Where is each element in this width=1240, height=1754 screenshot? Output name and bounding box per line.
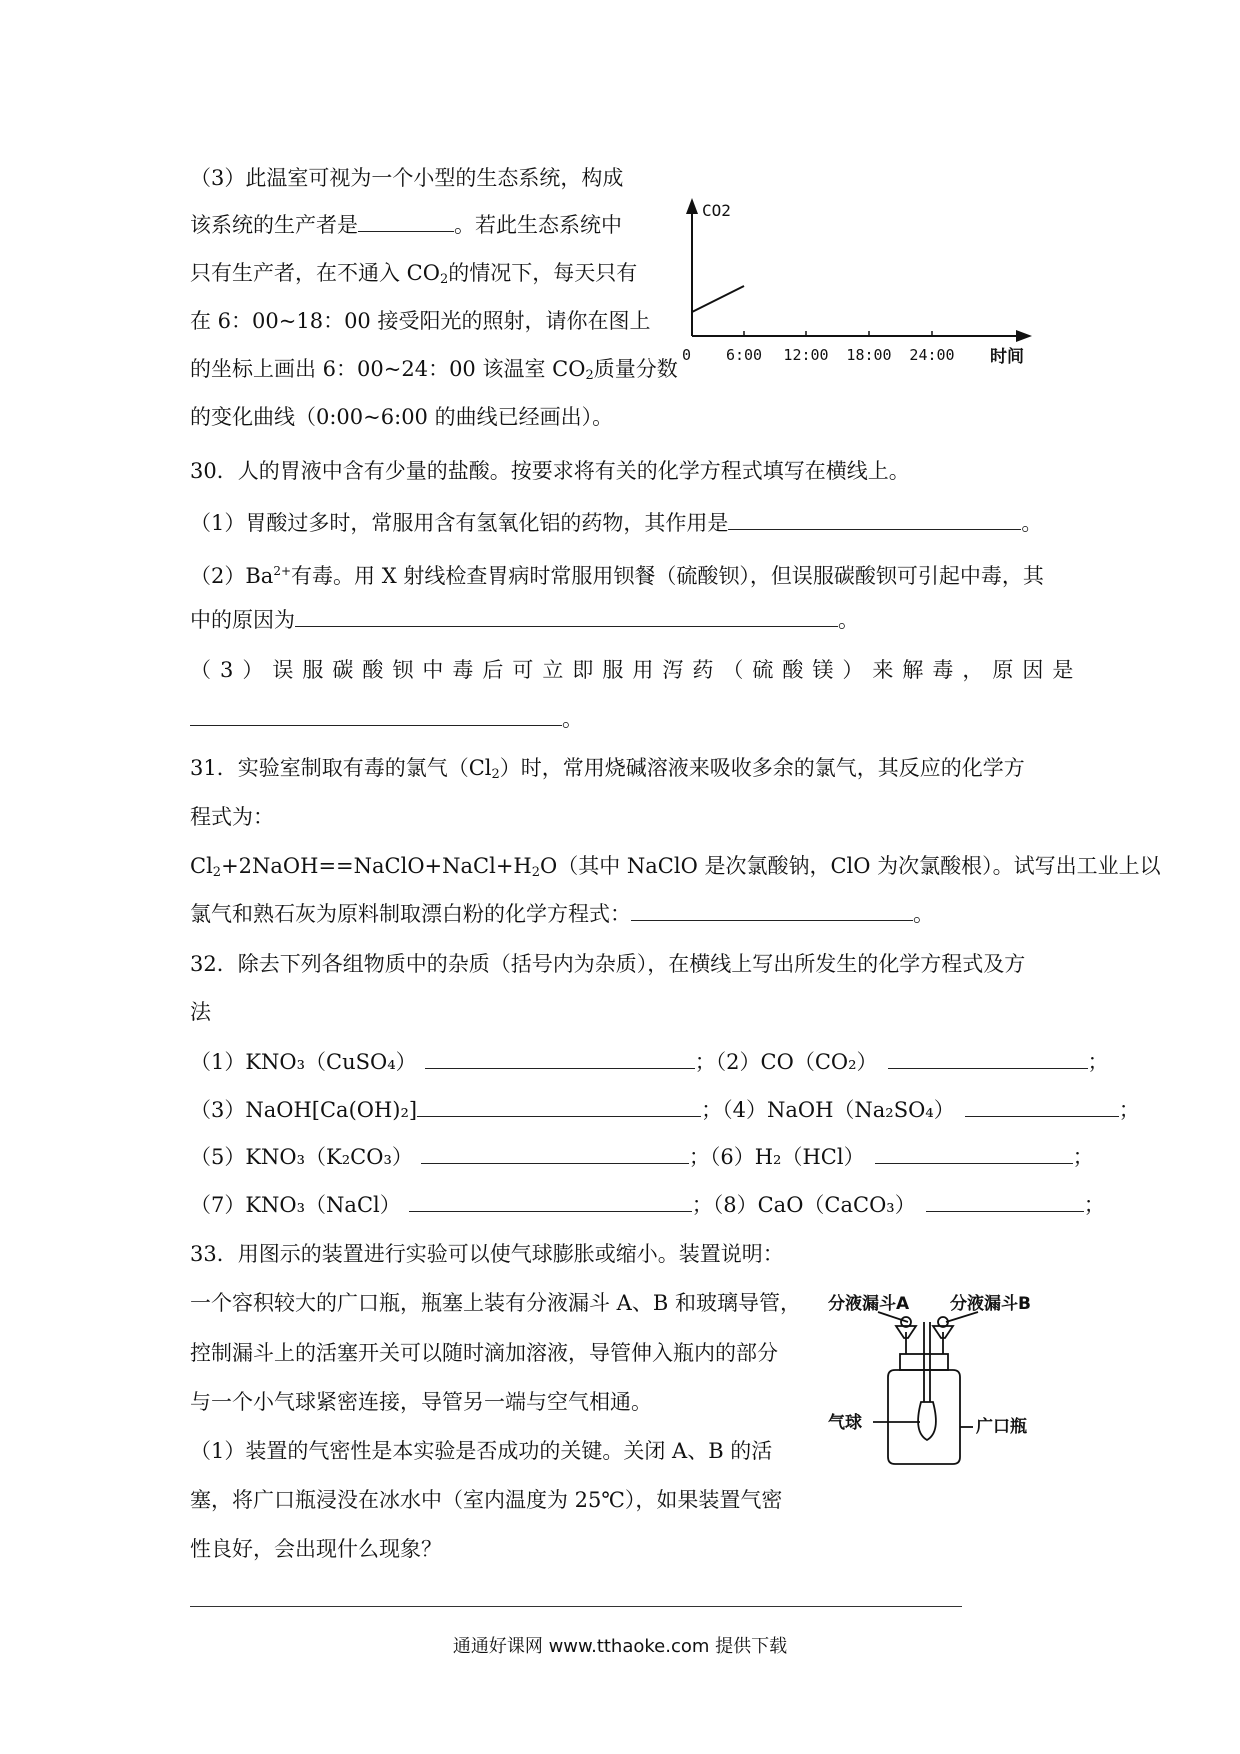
x-axis-arrow <box>1016 330 1032 342</box>
q32-stem-cont: 法 <box>190 1000 211 1024</box>
y-axis-label: CO2 <box>702 201 731 220</box>
funnel-b-label: 分液漏斗B <box>950 1294 1031 1314</box>
balloon-shape <box>918 1402 936 1440</box>
q31-line-2: 程式为： <box>190 805 274 829</box>
drawn-curve-0-6 <box>692 286 744 312</box>
q31-line-3: $Cl_2+2NaOH==NaClO+NaCl+H_2O$（其中 NaClO 是次氯酸钠，ClO 为次氯酸根）。试写出工业上以 <box>190 854 1161 880</box>
answer-blank[interactable] <box>425 1048 695 1069</box>
q33-line-4: 与一个小气球紧密连接，导管另一端与空气相通。 <box>190 1390 652 1414</box>
q29-line-4: 在 6：00~18：00 接受阳光的照射，请你在图上 <box>190 309 651 333</box>
q32-stem: 32．除去下列各组物质中的杂质（括号内为杂质），在横线上写出所发生的化学方程式及方 <box>190 952 1026 976</box>
tick-label-6: 6:00 <box>725 346 763 364</box>
q30-part-2: $(2)Ba^{2+}$有毒。用 X 射线检查胃病时常服用钡餐（硫酸钡），但误服碳酸钡可引起中毒，其 <box>190 564 1044 588</box>
q30-part-3-cont: 。 <box>190 705 583 733</box>
q29-line-2: 该系统的生产者是 。若此生态系统中 <box>190 213 622 237</box>
q29-line-5: 的坐标上画出 6：00~24：00 该温室 $CO_2$质量分数 <box>190 357 678 383</box>
tick-label-24: 24:00 <box>909 346 955 364</box>
q30-stem: 30．人的胃液中含有少量的盐酸。按要求将有关的化学方程式填写在横线上。 <box>190 459 910 483</box>
answer-blank[interactable] <box>417 1096 701 1117</box>
answer-blank[interactable] <box>728 509 1021 530</box>
footer-rule <box>190 1606 962 1607</box>
q31-line-4: 氯气和熟石灰为原料制取漂白粉的化学方程式： 。 <box>190 902 934 926</box>
q30-part-3: （3）误服碳酸钡中毒后可立即服用泻药（硫酸镁）来解毒，原因是 <box>190 658 1083 682</box>
answer-blank[interactable] <box>421 1143 689 1164</box>
answer-blank[interactable] <box>888 1048 1088 1069</box>
apparatus-figure <box>828 1292 1058 1476</box>
q29-line-3: 只有生产者，在不通入 $CO_2$的情况下，每天只有 <box>190 261 638 287</box>
answer-blank[interactable] <box>409 1191 692 1212</box>
x-axis-label: 时间 <box>990 347 1024 367</box>
balloon-label: 气球 <box>828 1413 862 1433</box>
y-axis-arrow <box>686 198 698 214</box>
answer-blank[interactable] <box>631 900 913 921</box>
answer-blank[interactable] <box>190 705 562 726</box>
q32-row-1: （1）KNO₃（CuSO₄） ；（2）CO（CO₂） ； <box>190 1050 1109 1074</box>
answer-blank[interactable] <box>875 1143 1073 1164</box>
q33-line-1: 33．用图示的装置进行实验可以使气球膨胀或缩小。装置说明： <box>190 1242 784 1266</box>
answer-blank[interactable] <box>358 211 454 232</box>
origin-label: 0 <box>682 346 692 364</box>
tick-label-18: 18:00 <box>846 346 892 364</box>
q31-line-1: 31．实验室制取有毒的氯气$(Cl_2)$时，常用烧碱溶液来吸收多余的氯气，其反应的化学方 <box>190 756 1025 782</box>
q33-line-2: 一个容积较大的广口瓶，瓶塞上装有分液漏斗 A、B 和玻璃导管， <box>190 1291 801 1315</box>
q33-line-7: 性良好，会出现什么现象？ <box>190 1537 442 1561</box>
tick-label-12: 12:00 <box>783 346 829 364</box>
q33-line-5: （1）装置的气密性是本实验是否成功的关键。关闭 A、B 的活 <box>190 1439 773 1463</box>
answer-blank[interactable] <box>295 606 838 627</box>
jar-label: 广口瓶 <box>976 1417 1027 1437</box>
q29-line-6: 的变化曲线（0:00~6:00 的曲线已经画出）。 <box>190 405 614 429</box>
funnel-a-label: 分液漏斗A <box>828 1294 910 1314</box>
q29-line-1: （3）此温室可视为一个小型的生态系统，构成 <box>190 166 624 190</box>
q32-row-3: （5）KNO₃（K₂CO₃） ；（6）H₂（HCl） ； <box>190 1145 1094 1169</box>
page-footer[interactable]: 通通好课网 www.tthaoke.com 提供下载 <box>452 1636 788 1657</box>
q33-line-6: 塞，将广口瓶浸没在冰水中（室内温度为 25℃），如果装置气密 <box>190 1488 783 1512</box>
q30-part-2-cont: 中的原因为 。 <box>190 608 859 632</box>
q32-row-2: （3）NaOH[Ca(OH)₂] ；（4）NaOH（Na₂SO₄） ； <box>190 1098 1140 1122</box>
co2-graph[interactable] <box>660 188 1040 372</box>
q33-line-3: 控制漏斗上的活塞开关可以随时滴加溶液，导管伸入瓶内的部分 <box>190 1341 778 1365</box>
q30-part-1: （1）胃酸过多时，常服用含有氢氧化铝的药物，其作用是 。 <box>190 511 1043 535</box>
answer-blank[interactable] <box>926 1191 1084 1212</box>
answer-blank[interactable] <box>965 1096 1119 1117</box>
q32-row-4: （7）KNO₃（NaCl） ；（8）CaO（CaCO₃） ； <box>190 1193 1105 1217</box>
